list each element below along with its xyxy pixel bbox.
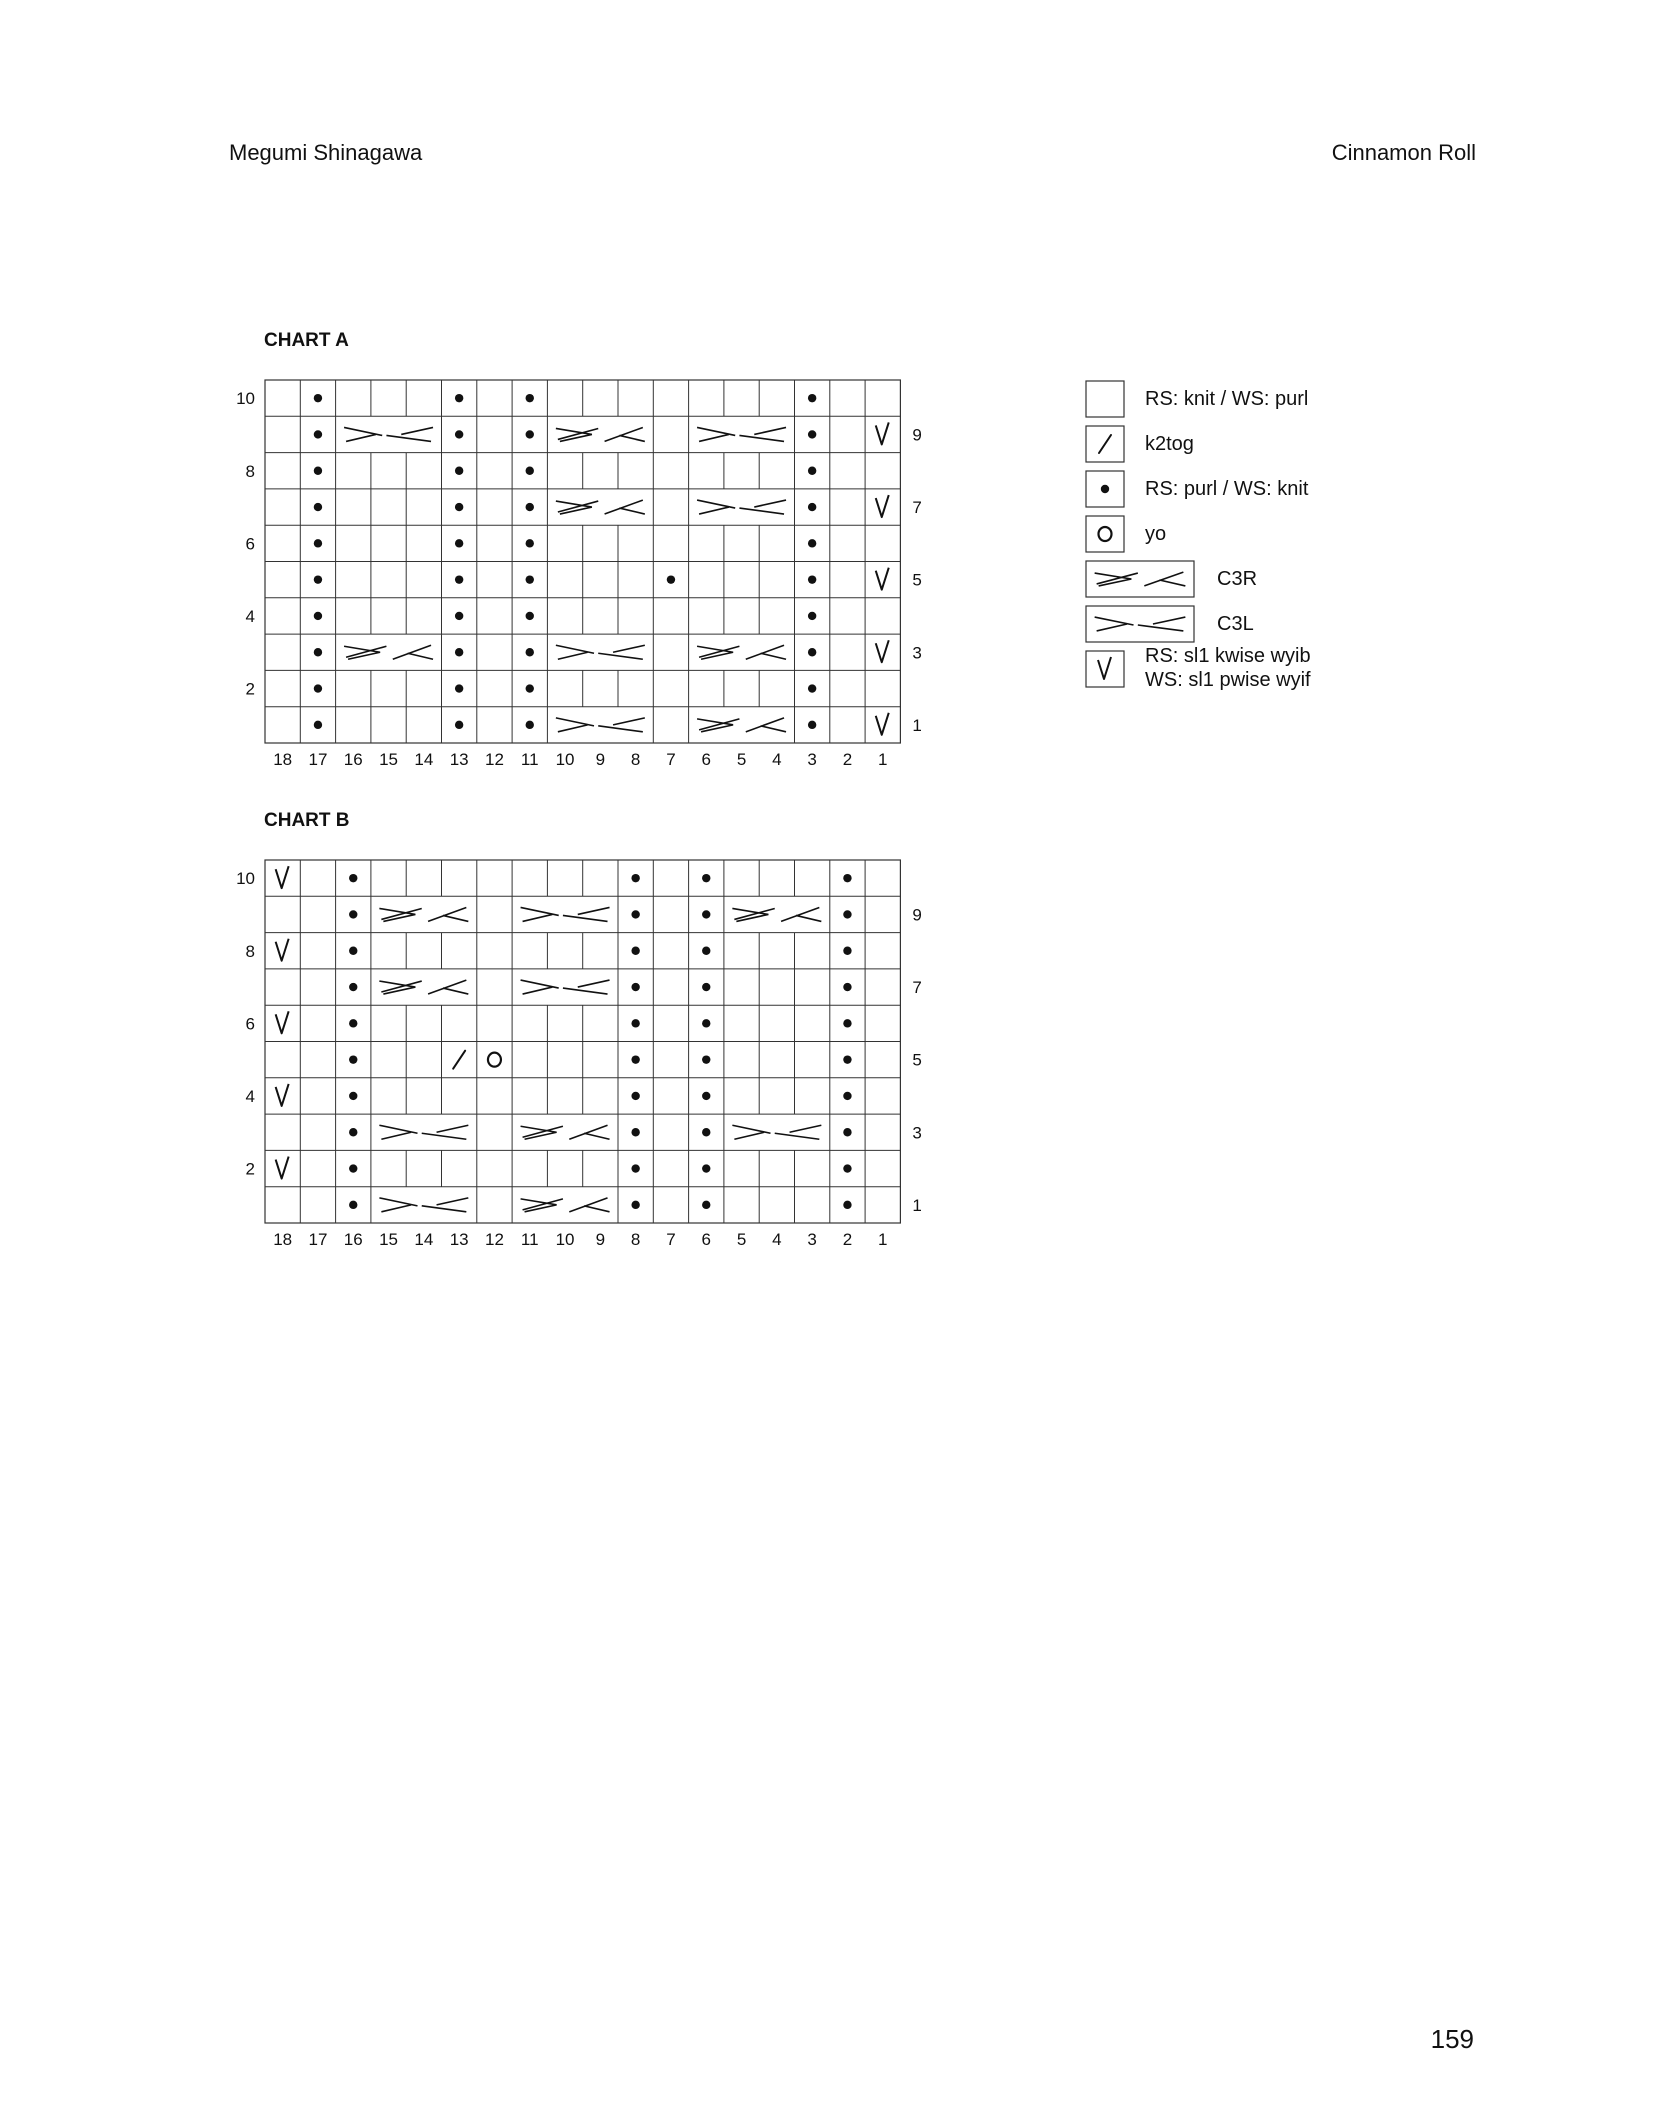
chart-b-grid (225, 850, 945, 1260)
purl-dot-icon (843, 1128, 851, 1136)
row-number-left: 8 (245, 461, 255, 481)
column-number: 11 (520, 1230, 539, 1249)
column-number: 18 (273, 750, 293, 769)
column-number: 4 (772, 1230, 782, 1249)
row-number-right: 9 (912, 905, 922, 925)
purl-dot-icon (808, 467, 816, 475)
purl-dot-icon (314, 503, 322, 511)
purl-dot-icon (702, 947, 710, 955)
purl-dot-icon (349, 910, 357, 918)
c3l-cable-icon (379, 1198, 468, 1212)
purl-dot-icon (349, 874, 357, 882)
c3r-cable-icon (379, 980, 468, 994)
purl-dot-icon (843, 947, 851, 955)
legend-label: RS: knit / WS: purl (1145, 388, 1309, 410)
purl-dot-icon (667, 575, 675, 583)
column-number: 15 (379, 750, 399, 769)
purl-dot-icon (702, 1201, 710, 1209)
column-number: 6 (701, 750, 711, 769)
column-number: 16 (343, 1230, 363, 1249)
purl-dot-icon (349, 947, 357, 955)
purl-dot-icon (455, 648, 463, 656)
purl-dot-icon (631, 1092, 639, 1100)
symbol-key (1085, 380, 1505, 710)
slip-stitch-icon (876, 495, 889, 517)
slip-stitch-icon (876, 422, 889, 444)
column-number: 9 (595, 750, 606, 769)
purl-dot-icon (843, 1055, 851, 1063)
column-number: 13 (449, 1230, 469, 1249)
row-number-right: 3 (912, 643, 922, 663)
purl-dot-icon (808, 612, 816, 620)
purl-dot-icon (526, 430, 534, 438)
purl-dot-icon (455, 575, 463, 583)
author-name: Megumi Shinagawa (229, 140, 423, 165)
slip-stitch-icon (876, 713, 889, 735)
c3r-cable-icon (521, 1125, 610, 1139)
column-number: 17 (308, 1230, 328, 1249)
purl-dot-icon (526, 539, 534, 547)
purl-dot-icon (808, 684, 816, 692)
row-number-right: 9 (912, 425, 922, 445)
column-number: 13 (449, 750, 469, 769)
purl-dot-icon (631, 1128, 639, 1136)
c3r-cable-icon (344, 645, 433, 659)
purl-dot-icon (808, 575, 816, 583)
chart-symbols (314, 394, 889, 735)
purl-dot-icon (526, 503, 534, 511)
column-number: 16 (343, 750, 363, 769)
k2tog-symbol-icon (453, 1051, 465, 1069)
column-number: 2 (842, 1230, 853, 1249)
purl-dot-icon (808, 648, 816, 656)
purl-dot-icon (631, 1019, 639, 1027)
column-number: 12 (484, 750, 504, 769)
purl-dot-icon (702, 1092, 710, 1100)
c3l-cable-icon (521, 907, 610, 921)
purl-dot-icon (314, 467, 322, 475)
row-number-left: 4 (245, 1086, 255, 1106)
purl-dot-icon (702, 874, 710, 882)
column-number: 4 (772, 750, 782, 769)
purl-dot-icon (702, 1055, 710, 1063)
purl-dot-icon (349, 1128, 357, 1136)
purl-dot-icon (808, 539, 816, 547)
purl-dot-icon (349, 1201, 357, 1209)
row-number-right: 5 (912, 570, 922, 590)
purl-dot-icon (843, 1201, 851, 1209)
row-number-right: 3 (912, 1123, 922, 1143)
purl-dot-icon (314, 648, 322, 656)
row-number-left: 10 (236, 389, 255, 409)
slip-stitch-icon (276, 1084, 289, 1106)
row-number-right: 7 (912, 978, 922, 998)
row-number-right: 7 (912, 498, 922, 518)
c3l-cable-icon (697, 500, 786, 514)
purl-dot-icon (349, 1019, 357, 1027)
purl-dot-icon (808, 430, 816, 438)
column-numbers (236, 389, 922, 769)
purl-dot-icon (526, 721, 534, 729)
c3r-cable-icon (697, 645, 786, 659)
slip-stitch-icon (276, 866, 289, 888)
legend-label-2: WS: sl1 pwise wyif (1145, 669, 1311, 691)
column-number: 6 (701, 1230, 711, 1249)
k2tog-symbol-icon (1085, 425, 1125, 463)
purl-dot-icon (314, 612, 322, 620)
purl-dot-icon (455, 721, 463, 729)
legend-label: C3L (1217, 613, 1254, 635)
c3l-cable-icon (379, 1125, 468, 1139)
purl-dot-icon (631, 874, 639, 882)
yo-circle-icon (488, 1053, 501, 1067)
purl-dot-icon (526, 575, 534, 583)
yo-circle-icon (1085, 515, 1125, 553)
column-number: 7 (666, 1230, 676, 1249)
slip-stitch-icon (276, 939, 289, 961)
purl-dot-icon (349, 1092, 357, 1100)
purl-dot-icon (631, 1201, 639, 1209)
purl-dot-icon (455, 467, 463, 475)
c3l-cable-icon (556, 718, 645, 732)
purl-dot-icon (455, 684, 463, 692)
purl-dot-icon (526, 684, 534, 692)
column-number: 12 (484, 1230, 504, 1249)
column-number: 3 (807, 1230, 817, 1249)
purl-dot-icon (349, 1055, 357, 1063)
slip-stitch-icon (876, 568, 889, 590)
purl-dot-icon (1101, 485, 1109, 493)
knit-symbol-icon (1085, 380, 1125, 418)
purl-dot-icon (843, 874, 851, 882)
row-number-left: 6 (245, 534, 255, 554)
column-number: 7 (666, 750, 676, 769)
column-number: 8 (630, 750, 641, 769)
column-number: 18 (273, 1230, 293, 1249)
purl-dot-icon (631, 983, 639, 991)
c3r-cable-icon (521, 1198, 610, 1212)
purl-dot-icon (314, 684, 322, 692)
page-number: 159 (1430, 2024, 1474, 2054)
c3l-cable-icon (697, 427, 786, 441)
row-number-left: 2 (245, 679, 255, 699)
column-number: 11 (520, 750, 539, 769)
c3l-cable-icon (521, 980, 610, 994)
pattern-title: Cinnamon Roll (1331, 140, 1476, 165)
legend-label: k2tog (1145, 433, 1194, 455)
purl-dot-icon (702, 910, 710, 918)
slip-stitch-icon (1085, 650, 1125, 688)
slip-stitch-icon (276, 1157, 289, 1179)
row-number-right: 5 (912, 1050, 922, 1070)
chart-symbols (276, 866, 852, 1212)
row-number-left: 4 (245, 606, 255, 626)
row-number-right: 1 (912, 1195, 922, 1215)
slip-stitch-icon (876, 640, 889, 662)
purl-dot-icon (455, 430, 463, 438)
column-number: 10 (555, 1230, 575, 1249)
purl-dot-icon (349, 983, 357, 991)
row-number-left: 6 (245, 1014, 255, 1034)
purl-dot-icon (808, 721, 816, 729)
purl-dot-icon (526, 612, 534, 620)
row-number-right: 1 (912, 715, 922, 735)
legend-label: RS: sl1 kwise wyib (1145, 645, 1311, 667)
purl-dot-icon (843, 983, 851, 991)
purl-dot-icon (314, 394, 322, 402)
chart-grid-lines (265, 380, 900, 743)
purl-dot-icon (702, 1128, 710, 1136)
chart-a-grid (225, 370, 945, 780)
purl-dot-icon (455, 539, 463, 547)
c3l-cable-icon (344, 427, 433, 441)
purl-dot-icon (843, 1019, 851, 1027)
legend-label: C3R (1217, 568, 1258, 590)
purl-dot-icon (526, 467, 534, 475)
chart-grid-lines (265, 860, 900, 1223)
column-number: 8 (630, 1230, 641, 1249)
purl-dot-icon (702, 1164, 710, 1172)
legend-label: yo (1145, 523, 1167, 545)
column-number: 2 (842, 750, 853, 769)
row-number-left: 2 (245, 1159, 255, 1179)
row-number-left: 10 (236, 869, 255, 889)
column-number: 17 (308, 750, 328, 769)
purl-dot-icon (349, 1164, 357, 1172)
c3r-cable-icon (697, 718, 786, 732)
c3l-cable-icon (556, 645, 645, 659)
c3l-cable-icon (732, 1125, 821, 1139)
c3r-cable-icon (379, 907, 468, 921)
purl-dot-icon (314, 575, 322, 583)
purl-dot-icon (314, 430, 322, 438)
purl-dot-icon (1085, 470, 1125, 508)
column-number: 1 (878, 750, 888, 769)
column-number: 15 (379, 1230, 399, 1249)
purl-dot-icon (455, 503, 463, 511)
purl-dot-icon (843, 910, 851, 918)
c3r-cable-icon (556, 500, 645, 514)
column-number: 1 (878, 1230, 888, 1249)
purl-dot-icon (843, 1164, 851, 1172)
column-number: 14 (414, 1230, 434, 1249)
purl-dot-icon (808, 503, 816, 511)
row-number-left: 8 (245, 941, 255, 961)
purl-dot-icon (631, 947, 639, 955)
purl-dot-icon (314, 721, 322, 729)
purl-dot-icon (843, 1092, 851, 1100)
purl-dot-icon (526, 394, 534, 402)
purl-dot-icon (526, 648, 534, 656)
chart-a-title: CHART A (264, 330, 349, 351)
slip-stitch-icon (276, 1011, 289, 1033)
column-number: 14 (414, 750, 434, 769)
column-number: 3 (807, 750, 817, 769)
purl-dot-icon (631, 1164, 639, 1172)
c3r-cable-icon (556, 427, 645, 441)
column-number: 10 (555, 750, 575, 769)
purl-dot-icon (702, 983, 710, 991)
legend-label: RS: purl / WS: knit (1145, 478, 1309, 500)
purl-dot-icon (702, 1019, 710, 1027)
column-number: 5 (736, 1230, 747, 1249)
purl-dot-icon (314, 539, 322, 547)
column-number: 9 (595, 1230, 606, 1249)
purl-dot-icon (808, 394, 816, 402)
c3r-cable-icon (1085, 560, 1195, 598)
c3l-cable-icon (1085, 605, 1195, 643)
purl-dot-icon (455, 394, 463, 402)
purl-dot-icon (631, 910, 639, 918)
purl-dot-icon (631, 1055, 639, 1063)
chart-b-title: CHART B (264, 810, 350, 831)
column-number: 5 (736, 750, 747, 769)
c3r-cable-icon (732, 907, 821, 921)
column-numbers (236, 869, 922, 1249)
purl-dot-icon (455, 612, 463, 620)
